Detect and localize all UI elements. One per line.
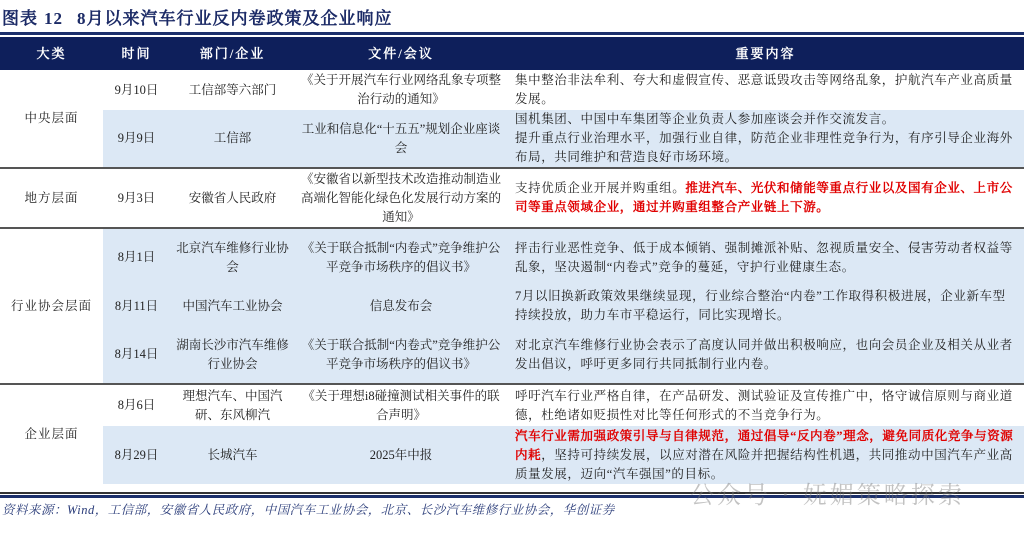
table-row [0,286,1024,326]
date-cell: 9月10日 [114,82,159,97]
figure-title [2,4,393,29]
org-cell: 工信部等六部门 [188,82,277,97]
doc-cell: 《安徽省以新型技术改造推动制造业高端化智能化绿色化发展行动方案的通知》 [295,168,507,228]
table-row [0,228,1024,286]
table-header-row [0,37,1024,70]
figure-label: 图表 [2,9,38,28]
policy-table [0,37,1024,484]
date-cell: 8月14日 [103,326,170,384]
org-cell: 安徽省人民政府 [170,168,295,228]
watermark: 公众号 · 妩媚策略探索 [690,481,965,509]
header-content: 重要内容 [507,37,1024,70]
content-text: ，坚持可持续发展，以应对潜在风险并把握结构性机遇，共同推动中国汽车产业高质量发展，迈向“汽车强国”的目标。 [515,447,1013,481]
header-date: 时间 [103,37,170,70]
doc-cell: 《关于理想i8碰撞测试相关事件的联合声明》 [295,384,507,426]
date-cell: 8月1日 [103,228,170,286]
date-cell: 8月6日 [103,384,170,426]
content-cell [507,70,1024,110]
category-cell: 中央层面 [24,111,79,125]
table-row [0,168,1024,228]
title-rule [0,32,1024,35]
date-cell: 9月3日 [103,168,170,228]
content-cell [507,228,1024,286]
doc-cell: 工业和信息化“十五五”规划企业座谈会 [295,110,507,168]
content-text: 抨击行业恶性竞争、低于成本倾销、强制摊派补贴、忽视质量安全、侵害劳动者权益等乱象，坚决遏制“内卷式”竞争的蔓延，守护行业健康生态。 [515,240,1013,274]
header-org: 部门/企业 [170,37,295,70]
org-cell: 中国汽车工业协会 [170,286,295,326]
content-text: 提升重点行业治理水平，加强行业自律，防范企业非理性竞争行为，有序引导企业海外布局，共同维护和营造良好市场环境。 [515,131,1013,164]
org-cell: 工信部 [170,110,295,168]
highlighted-text: 汽车行业需加强政策引导与自律规范，通过倡导“反内卷”理念，避免同质化竞争与资源内耗 [515,428,1014,462]
doc-cell: 2025年中报 [295,426,507,484]
content-text: 集中整治非法牟利、夸大和虚假宣传、恶意诋毁攻击等网络乱象，护航汽车产业高质量发展。 [515,73,1013,106]
content-cell [507,384,1024,426]
org-cell: 理想汽车、中国汽研、东风柳汽 [170,384,295,426]
content-cell [507,286,1024,326]
content-text: 7月以旧换新政策效果继续显现，行业综合整治“内卷”工作取得积极进展，企业新车型持续投放，助力车市平稳运行，同比实现增长。 [515,289,1006,322]
org-cell: 北京汽车维修行业协会 [170,228,295,286]
table-row [0,326,1024,384]
table-row [0,110,1024,168]
org-cell: 长城汽车 [170,426,295,484]
content-text: 呼吁汽车行业严格自律，在产品研发、测试验证及宣传推广中，恪守诚信原则与商业道德，杜绝诸如贬损性对比等任何形式的不当竞争行为。 [515,388,1013,422]
content-text: 支持优质企业开展并购重组。 [515,181,686,195]
figure-title-text: 8月以来汽车行业反内卷政策及企业响应 [77,9,393,28]
source-note: 资料来源：Wind，工信部，安徽省人民政府，中国汽车工业协会，北京、长沙汽车维修行业协会，华创证券 [2,503,615,517]
table-row [0,384,1024,426]
header-category: 大类 [0,37,103,70]
highlighted-text: 推进汽车、光伏和储能等重点行业以及国有企业、上市公司等重点领域企业，通过并购重组整合产业链上下游。 [515,181,1013,214]
date-cell: 8月29日 [103,426,170,484]
doc-cell: 《关于开展汽车行业网络乱象专项整治行动的通知》 [300,73,501,106]
content-cell [507,168,1024,228]
date-cell: 8月11日 [103,286,170,326]
doc-cell: 信息发布会 [295,286,507,326]
content-cell [507,110,1024,168]
category-cell: 地方层面 [0,168,103,228]
category-cell: 行业协会层面 [0,228,103,384]
figure-number: 12 [44,9,63,28]
doc-cell: 《关于联合抵制“内卷式”竞争维护公平竞争市场秩序的倡议书》 [295,228,507,286]
table-row [0,70,1024,110]
content-text: 对北京汽车维修行业协会表示了高度认同并做出积极响应，也向会员企业及相关从业者发出倡议，呼吁更多同行共同抵制行业内卷。 [515,337,1013,371]
category-cell: 企业层面 [0,384,103,484]
content-text: 国机集团、中国中车集团等企业负责人参加座谈会并作交流发言。 [515,112,895,126]
header-doc: 文件/会议 [295,37,507,70]
content-cell [507,326,1024,384]
doc-cell: 《关于联合抵制“内卷式”竞争维护公平竞争市场秩序的倡议书》 [295,326,507,384]
org-cell: 湖南长沙市汽车维修行业协会 [170,326,295,384]
date-cell: 9月9日 [103,110,170,168]
